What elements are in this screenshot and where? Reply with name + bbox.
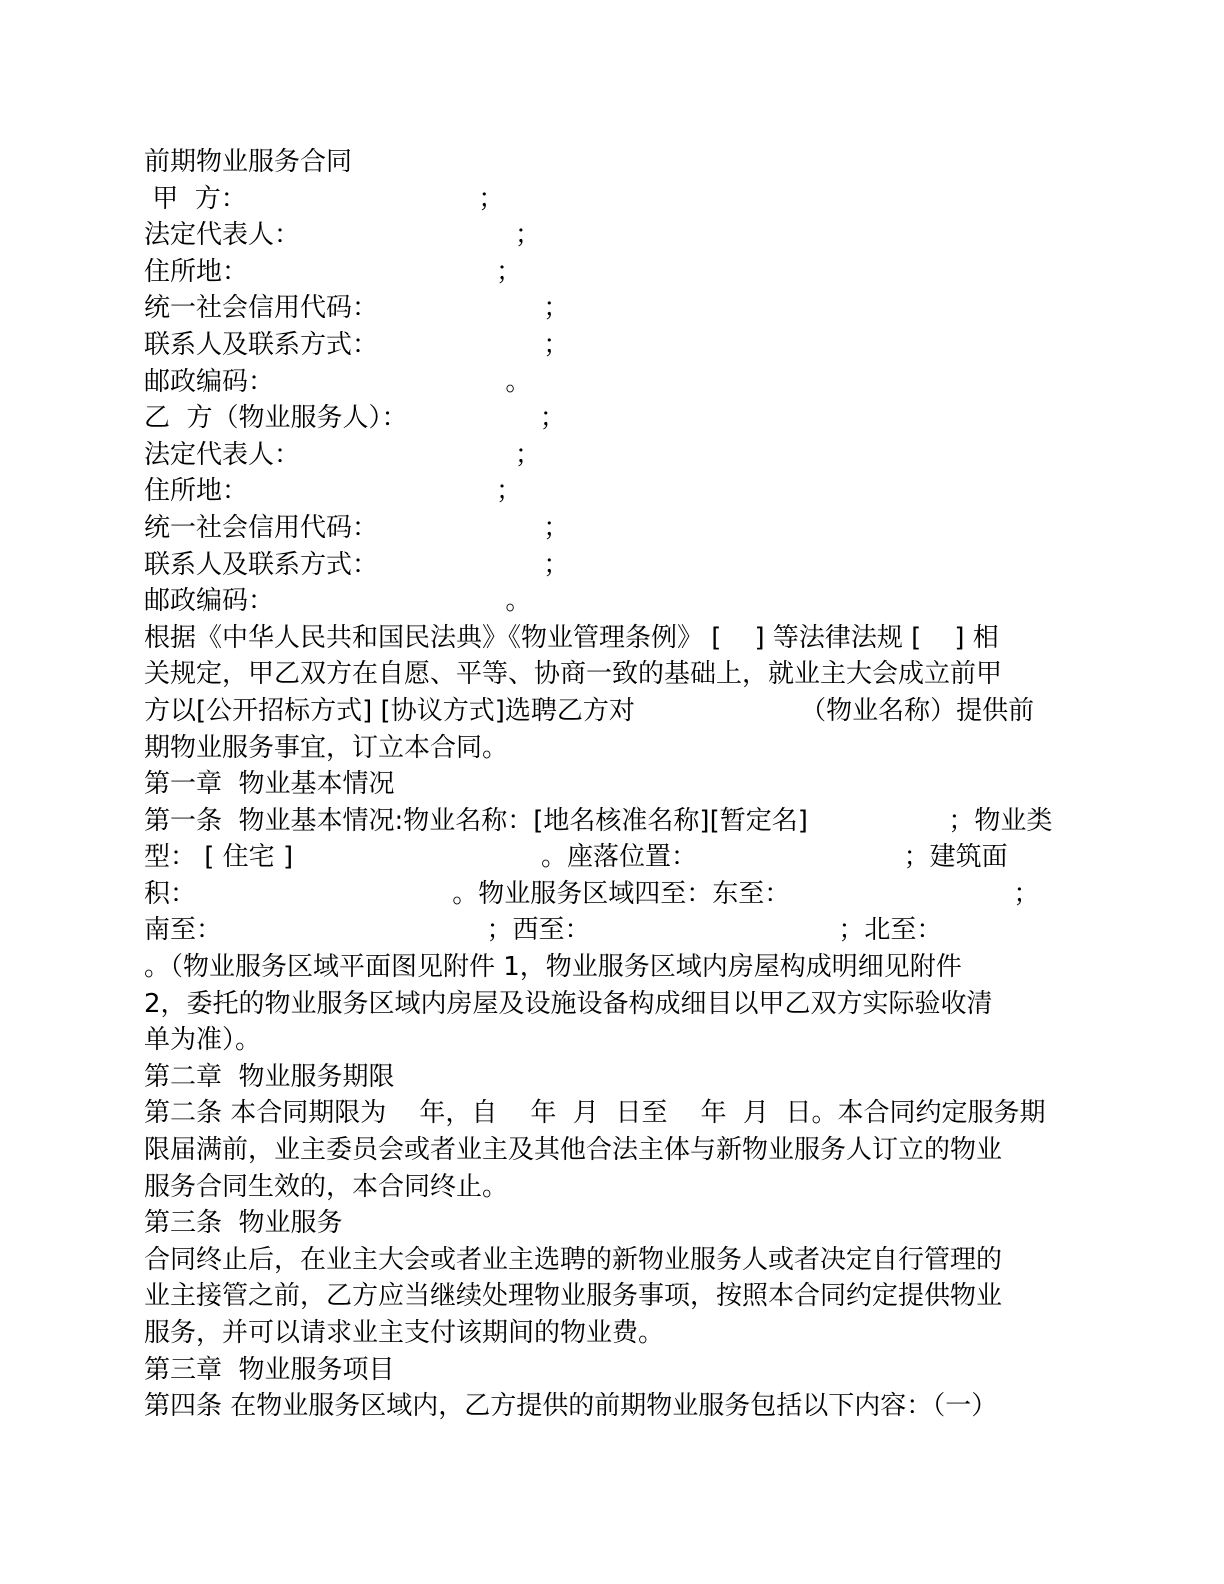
preamble-line: 关规定，甲乙双方在自愿、平等、协商一致的基础上，就业主大会成立前甲: [144, 659, 1003, 690]
party-a-postcode: 邮政编码： 。: [144, 366, 532, 397]
party-a-contact: 联系人及联系方式： ；: [144, 329, 570, 360]
article-line: 第一条 物业基本情况:物业名称：[地名核准名称][暂定名] ；物业类: [144, 805, 1053, 836]
article-line: 业主接管之前，乙方应当继续处理物业服务事项，按照本合同约定提供物业: [144, 1281, 1003, 1312]
party-b-line: 乙 方（物业服务人）： ；: [144, 403, 566, 434]
party-b-postcode: 邮政编码： 。: [144, 586, 532, 617]
article-line: 合同终止后，在业主大会或者业主选聘的新物业服务人或者决定自行管理的: [144, 1244, 1003, 1275]
party-b-legal-rep: 法定代表人： ；: [144, 439, 541, 470]
party-a-address: 住所地： ；: [144, 256, 522, 287]
preamble-line: 期物业服务事宜，订立本合同。: [144, 732, 509, 763]
preamble-line: 根据《中华人民共和国民法典》《物业管理条例》 [ ] 等法律法规 [ ] 相: [144, 622, 999, 653]
article-line: 第二条 本合同期限为 年，自 年 月 日至 年 月 日。本合同约定服务期: [144, 1098, 1046, 1129]
chapter-heading: 第三章 物业服务项目: [144, 1354, 395, 1385]
article-line: 。（物业服务区域平面图见附件 1，物业服务区域内房屋构成明细见附件: [144, 952, 962, 983]
article-line: 2，委托的物业服务区域内房屋及设施设备构成细目以甲乙双方实际验收清: [144, 988, 993, 1019]
party-b-address: 住所地： ；: [144, 476, 522, 507]
article-line: 积： 。物业服务区域四至：东至： ；: [144, 878, 1040, 909]
article-line: 型： [ 住宅 ] 。座落位置： ；建筑面: [144, 842, 1008, 873]
contract-body: [144, 144, 1074, 1425]
chapter-heading: 第一章 物业基本情况: [144, 769, 395, 800]
party-a-line: 甲 方： ；: [144, 183, 505, 214]
article-line: 服务合同生效的，本合同终止。: [144, 1171, 509, 1202]
party-b-contact: 联系人及联系方式： ；: [144, 549, 570, 580]
article-line: 南至： ；西至： ；北至：: [144, 915, 943, 946]
article-line: 单为准）。: [144, 1025, 262, 1056]
party-a-credit-code: 统一社会信用代码： ；: [144, 293, 570, 324]
document-title: 前期物业服务合同: [144, 147, 353, 177]
preamble-line: 方以[公开招标方式] [协议方式]选聘乙方对 （物业名称）提供前: [144, 695, 1035, 726]
chapter-heading: 第二章 物业服务期限: [144, 1061, 395, 1092]
article-line: 第四条 在物业服务区域内，乙方提供的前期物业服务包括以下内容：（一）: [144, 1391, 998, 1422]
article-heading: 第三条 物业服务: [144, 1208, 343, 1239]
article-line: 服务，并可以请求业主支付该期间的物业费。: [144, 1318, 665, 1348]
party-a-legal-rep: 法定代表人： ；: [144, 220, 541, 251]
article-line: 限届满前，业主委员会或者业主及其他合法主体与新物业服务人订立的物业: [144, 1135, 1003, 1166]
party-b-credit-code: 统一社会信用代码： ；: [144, 512, 570, 543]
